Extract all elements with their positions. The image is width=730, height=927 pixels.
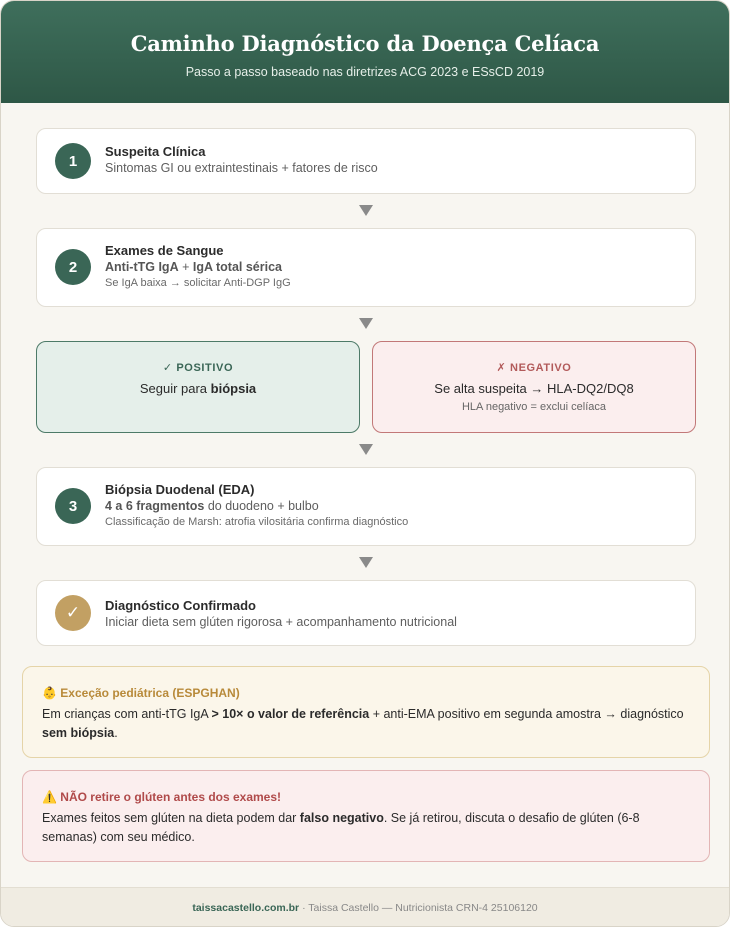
step-1-title: Suspeita Clínica xyxy=(105,144,206,159)
step-2-title: Exames de Sangue xyxy=(105,243,224,258)
warning-text: Exames feitos sem glúten na dieta podem dar falso negativo. Se já retirou, discuta o desafio de glúten (6-8 semanas) com seu médico. xyxy=(42,811,640,844)
step-1-number: 1 xyxy=(55,143,91,179)
pediatric-text: Em crianças com anti-tTG IgA > 10× o valor de referência + anti-EMA positivo em segunda amostra → diagnóstico sem biópsia. xyxy=(42,707,684,740)
footer-credits: · Taissa Castello — Nutricionista CRN-4 25106120 xyxy=(299,902,538,914)
step-3-note: Classificação de Marsh: atrofia vilositária confirma diagnóstico xyxy=(105,516,409,528)
negative-note: HLA negativo = exclui celíaca xyxy=(461,401,606,413)
warning-box xyxy=(22,770,710,862)
step-3-number: 3 xyxy=(55,488,91,524)
step-2-tests: Anti-tTG IgA + IgA total sérica xyxy=(105,260,282,274)
arrow-down-icon xyxy=(359,318,373,329)
step-confirmed-card xyxy=(36,580,696,646)
step-2-note: Se IgA baixa → solicitar Anti-DGP IgG xyxy=(105,277,291,289)
negative-text: Se alta suspeita → HLA-DQ2/DQ8 xyxy=(434,381,634,396)
negative-branch xyxy=(372,341,696,433)
step-3-title: Biópsia Duodenal (EDA) xyxy=(105,482,255,497)
negative-label: ✗ NEGATIVO xyxy=(496,362,572,374)
positive-label: ✓ POSITIVO xyxy=(162,362,234,374)
pediatric-exception-box xyxy=(22,666,710,758)
baby-icon: 👶 xyxy=(42,686,57,700)
pediatric-title: 👶 Exceção pediátrica (ESPGHAN) xyxy=(42,686,240,700)
positive-text: Seguir para biópsia xyxy=(139,381,257,396)
page-title: Caminho Diagnóstico da Doença Celíaca xyxy=(130,31,600,56)
step-confirmed-description: Iniciar dieta sem glúten rigorosa + acompanhamento nutricional xyxy=(105,615,457,629)
step-2-number: 2 xyxy=(55,249,91,285)
step-3-card xyxy=(36,467,696,546)
footer-site-link[interactable]: taissacastello.com.br xyxy=(192,902,300,914)
step-2-card xyxy=(36,228,696,307)
step-3-fragments: 4 a 6 fragmentos do duodeno + bulbo xyxy=(105,499,319,513)
page-subtitle: Passo a passo baseado nas diretrizes ACG 2023 e ESsCD 2019 xyxy=(185,65,545,79)
step-confirmed-title: Diagnóstico Confirmado xyxy=(105,598,256,613)
arrow-down-icon xyxy=(359,444,373,455)
check-icon: ✓ xyxy=(55,595,91,631)
arrow-down-icon xyxy=(359,205,373,216)
warning-icon: ⚠️ xyxy=(42,790,57,804)
arrow-down-icon xyxy=(359,557,373,568)
positive-branch xyxy=(36,341,360,433)
warning-title: ⚠️ NÃO retire o glúten antes dos exames! xyxy=(42,790,282,804)
footer xyxy=(1,887,729,927)
step-1-description: Sintomas GI ou extraintestinais + fatores de risco xyxy=(105,161,378,175)
header xyxy=(1,1,729,103)
step-1-card xyxy=(36,128,696,194)
